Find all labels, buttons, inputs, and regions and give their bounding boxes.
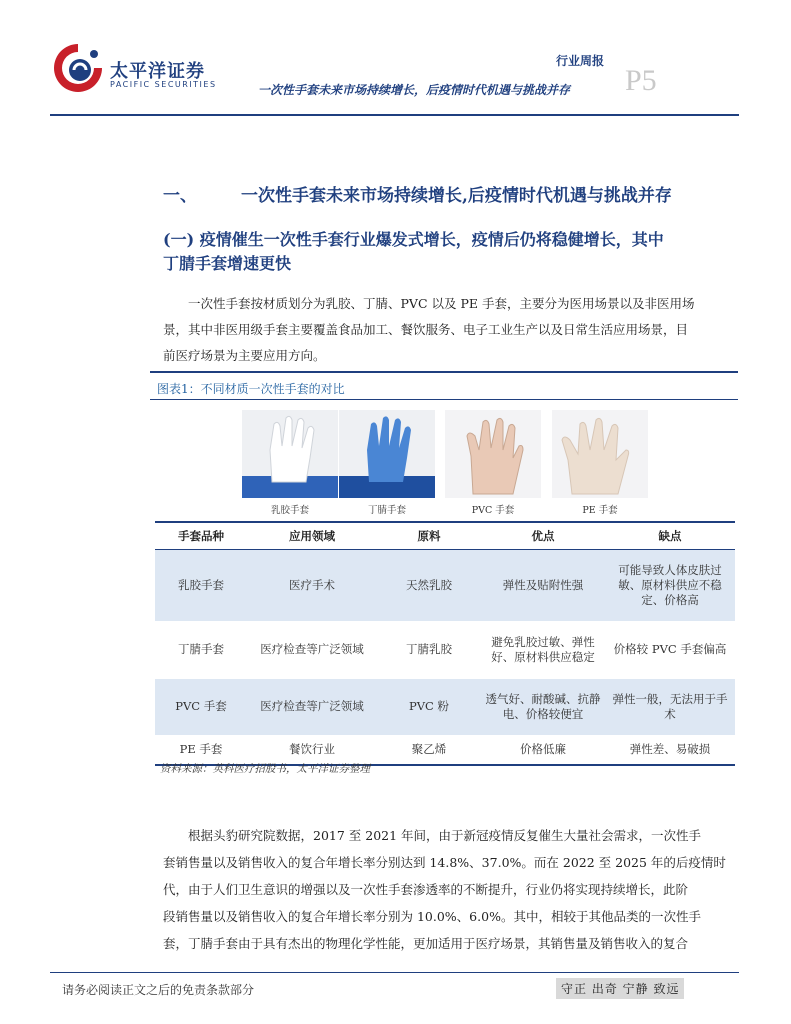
- table-cell: 弹性一般，无法用于手术: [605, 679, 735, 735]
- table-cell: 透气好、耐酸碱、抗静电、价格较便宜: [481, 679, 605, 735]
- section-number: 一、: [163, 186, 197, 206]
- logo-name-cn: 太平洋证券: [110, 61, 205, 82]
- glove-caption: PVC 手套: [471, 505, 515, 516]
- table-row: [155, 679, 735, 735]
- table-cell: 丁腈乳胶: [406, 642, 452, 656]
- table-cell: 丁腈手套: [178, 642, 224, 656]
- table-cell: 价格低廉: [481, 735, 605, 765]
- figure-title-rule: [150, 399, 738, 400]
- glove-caption: 乳胶手套: [270, 505, 309, 516]
- footer-motto: 守正 出奇 宁静 致远: [556, 978, 684, 999]
- table-row: [155, 550, 735, 621]
- table-cell: 医疗检查等广泛领域: [247, 679, 377, 735]
- table-cell: PVC 粉: [377, 679, 481, 735]
- table-cell: 医疗手术: [247, 550, 377, 621]
- logo-name-en: PACIFIC SECURITIES: [110, 80, 217, 89]
- page-number: P5: [625, 64, 657, 97]
- paragraph-line: 根据头豹研究院数据，2017 至 2021 年间，由于新冠疫情反复催生大量社会需求，一次性手: [188, 828, 702, 843]
- footer-disclaimer: 请务必阅读正文之后的免责条款部分: [62, 983, 255, 997]
- table-cell: 聚乙烯: [377, 735, 481, 765]
- table-cell: PE 手套: [155, 735, 247, 765]
- glove-comparison-table: [155, 521, 735, 766]
- table-cell: 可能导致人体皮肤过敏、原材料供应不稳定、价格高: [605, 550, 735, 621]
- table-cell: 天然乳胶: [377, 550, 481, 621]
- table-header-cell: 缺点: [605, 522, 735, 550]
- glove-caption: PE 手套: [582, 505, 618, 516]
- table-cell: 价格较 PVC 手套偏高: [613, 642, 727, 656]
- figure-title: 图表1：不同材质一次性手套的对比: [157, 382, 345, 396]
- running-title: 一次性手套未来市场持续增长，后疫情时代机遇与挑战并存: [258, 83, 571, 97]
- table-cell: PVC 手套: [155, 679, 247, 735]
- paragraph-line: 景，其中非医用级手套主要覆盖食品加工、餐饮服务、电子工业生产以及日常生活应用场景，目: [163, 322, 689, 337]
- pvc-glove-icon: [445, 410, 541, 498]
- company-logo-icon: [50, 40, 106, 96]
- glove-caption: 丁腈手套: [367, 505, 406, 516]
- paragraph-line: 套，丁腈手套由于具有杰出的物理化学性能，更加适用于医疗场景，其销售量及销售收入的复合: [163, 936, 689, 951]
- table-cell: 弹性及贴附性强: [481, 550, 605, 621]
- table-cell: 弹性差、易破损: [605, 735, 735, 765]
- subsection-title-line-1: (一) 疫情催生一次性手套行业爆发式增长，疫情后仍将稳健增长，其中: [163, 230, 664, 249]
- subsection-title-line-2: 丁腈手套增速更快: [163, 254, 292, 273]
- table-header-row: [155, 522, 735, 550]
- nitrile-glove-icon: [339, 410, 435, 498]
- paragraph-line: 套销售量以及销售收入的复合年增长率分别达到 14.8%、37.0%。而在 2022 至 2025 年的后疫情时: [163, 855, 726, 870]
- table-header-cell: 手套品种: [155, 522, 247, 550]
- table-cell: 餐饮行业: [247, 735, 377, 765]
- latex-glove-icon: [242, 410, 338, 498]
- paragraph-line: 一次性手套按材质划分为乳胶、丁腈、PVC 以及 PE 手套，主要分为医用场景以及非医用场: [188, 296, 695, 311]
- table-cell: 避免乳胶过敏、弹性好、原材料供应稳定: [491, 634, 595, 664]
- paragraph-line: 代，由于人们卫生意识的增强以及一次性手套渗透率的不断提升，行业仍将实现持续增长，此阶: [163, 882, 689, 897]
- table-row: [155, 621, 735, 679]
- report-category: 行业周报: [556, 54, 605, 68]
- figure-top-rule: [150, 371, 738, 373]
- table-header-cell: 原料: [377, 522, 481, 550]
- pe-glove-icon: [552, 410, 648, 498]
- table-header-cell: 优点: [481, 522, 605, 550]
- footer-divider: [50, 972, 739, 973]
- section-title: 一次性手套未来市场持续增长,后疫情时代机遇与挑战并存: [241, 186, 672, 206]
- table-row: [155, 735, 735, 765]
- table-cell: 乳胶手套: [155, 550, 247, 621]
- table-header-cell: 应用领域: [247, 522, 377, 550]
- figure-source: 资料来源：英科医疗招股书，太平洋证券整理: [160, 763, 370, 775]
- header-divider: [50, 114, 739, 116]
- paragraph-line: 前医疗场景为主要应用方向。: [163, 348, 326, 363]
- table-cell: 医疗检查等广泛领域: [260, 642, 364, 656]
- paragraph-line: 段销售量以及销售收入的复合年增长率分别为 10.0%、6.0%。其中，相较于其他品类的一次性手: [163, 909, 701, 924]
